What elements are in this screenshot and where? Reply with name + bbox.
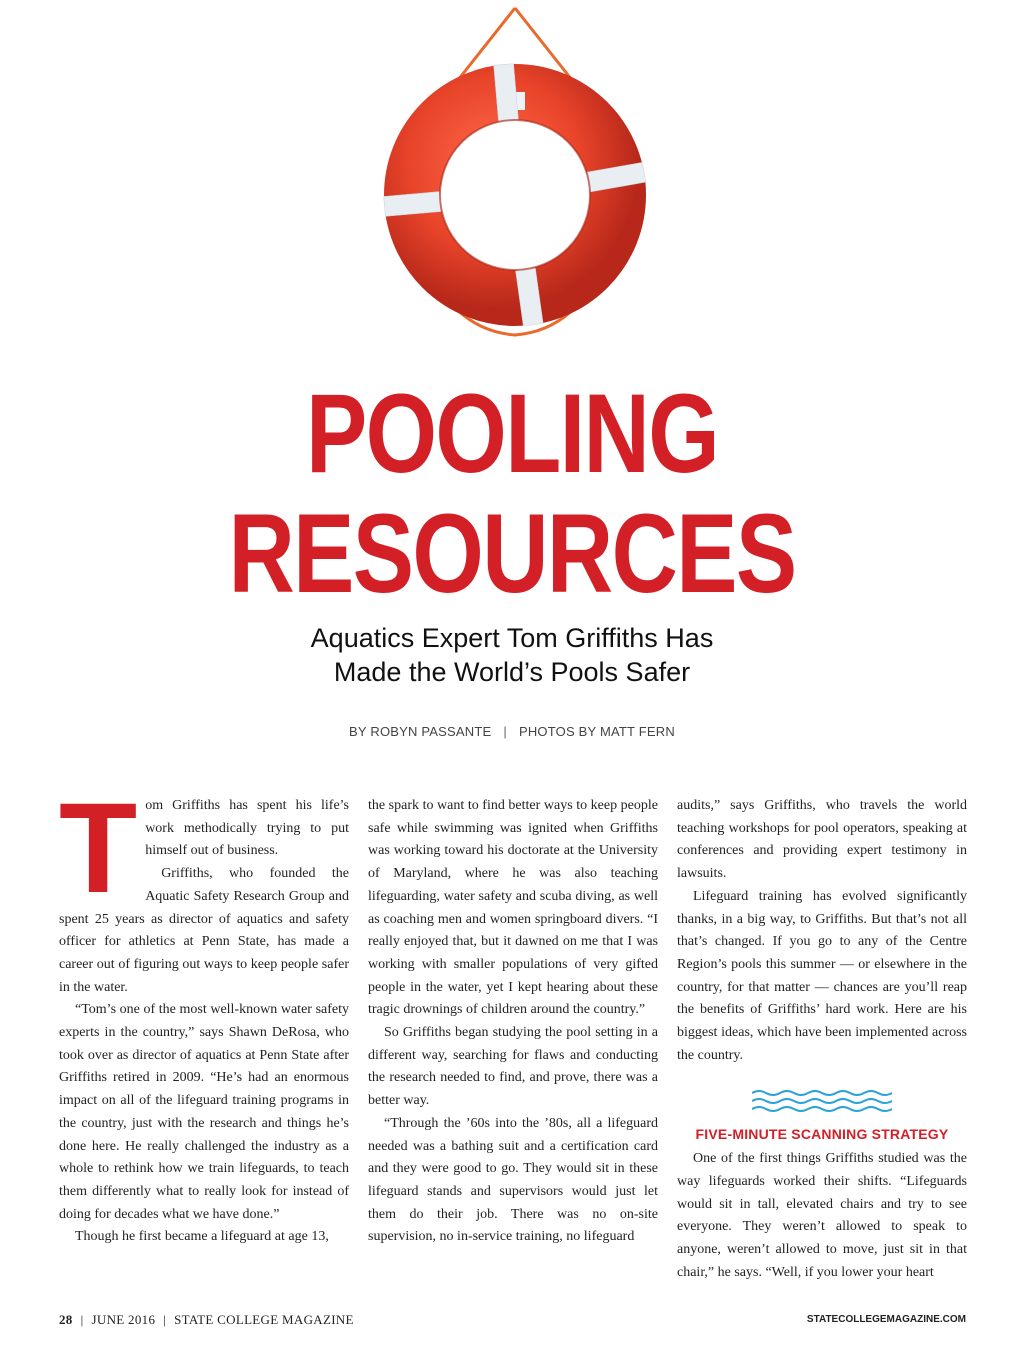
byline-photos: PHOTOS BY MATT FERN: [518, 724, 675, 739]
footer-separator: |: [80, 1312, 84, 1327]
article-column-3: [677, 795, 967, 1284]
issue-date: JUNE 2016: [91, 1312, 156, 1327]
lifebuoy-icon: [380, 0, 650, 345]
subtitle: [0, 621, 1024, 689]
subtitle-line-2: Made the World’s Pools Safer: [333, 657, 691, 687]
paragraph: om Griffiths has spent his life’s work methodically trying to put himself out of business.: [145, 798, 349, 859]
page-number: 28: [59, 1312, 73, 1327]
byline: [0, 724, 1024, 739]
article-column-1: [59, 777, 349, 1249]
paragraph: “Tom’s one of the most well-known water safety experts in the country,” says Shawn DeRosa, who took over as director of aquatics at Penn State after Griffiths retired in 2009. “He’s had an enormous impact on all of the lifeguard training programs in the country, just with the research and things he’s done here. He really challenged the industry as a whole to rethink how we train lifeguards, to teach them differently what to really look for instead of doing for decades what we have done.”: [59, 1002, 349, 1222]
waves-icon: [752, 1089, 892, 1113]
publication-name: STATE COLLEGE MAGAZINE: [174, 1312, 354, 1327]
headline-line-2: RESOURCES: [228, 491, 796, 616]
byline-separator: |: [503, 724, 507, 739]
article-column-2: [368, 795, 658, 1249]
byline-author: BY ROBYN PASSANTE: [349, 724, 492, 739]
paragraph: Lifeguard training has evolved significantly thanks, in a big way, to Griffiths. But that’s not all that’s changed. If you go to any of the Centre Region’s pools this summer — or elsewhere in the country, for that matter — chances are you’ll reap the benefits of Griffiths’ hard work. Here are his biggest ideas, which have been implemented across the country.: [677, 888, 967, 1063]
paragraph: audits,” says Griffiths, who travels the world teaching workshops for pool operators, speaking at conferences and providing expert testimony in lawsuits.: [677, 798, 967, 882]
website-url: STATECOLLEGEMAGAZINE.COM: [806, 1314, 966, 1325]
paragraph: the spark to want to find better ways to keep people safe while swimming was ignited when Griffiths was working toward his doctorate at the University of Maryland, where he was also teaching lifeguarding, water safety and scuba diving, as well as coaching men and women springboard divers. “I really enjoyed that, but it dawned on me that I was working with smaller populations of very gifted people in the water, yet I kept hearing about these tragic drownings of children around the country.”: [368, 798, 658, 1018]
footer-separator: |: [163, 1312, 167, 1327]
subtitle-line-1: Aquatics Expert Tom Griffiths Has: [310, 623, 714, 653]
headline-line-1: POOLING: [305, 371, 719, 496]
drop-cap: T: [59, 777, 138, 920]
section-subhead: FIVE-MINUTE SCANNING STRATEGY: [695, 1126, 949, 1143]
paragraph: “Through the ’60s into the ’80s, all a lifeguard needed was a bathing suit and a certification card and they were good to go. They would sit in these lifeguard stands and supervisors would just let them do their job. There was no on-site supervision, no in-service training, no lifeguard: [368, 1115, 658, 1245]
paragraph: Though he first became a lifeguard at age 13,: [75, 1229, 329, 1245]
page-footer-left: [59, 1312, 354, 1328]
paragraph: So Griffiths began studying the pool setting in a different way, searching for flaws and conducting the research needed to find, and prove, there was a better way.: [368, 1025, 658, 1109]
paragraph: Griffiths, who founded the Aquatic Safety Research Group and spent 25 years as director of aquatics and safety officer for athletics at Penn State, has made a career out of figuring out ways to keep people safer in the water.: [59, 866, 349, 995]
paragraph: One of the first things Griffiths studied was the way lifeguards worked their shifts. “Lifeguards would sit in tall, elevated chairs and try to see everyone. They weren’t allowed to speak to anyone, weren’t allowed to move, just sit in that chair,” he says. “Well, if you lower your heart: [677, 1151, 967, 1280]
